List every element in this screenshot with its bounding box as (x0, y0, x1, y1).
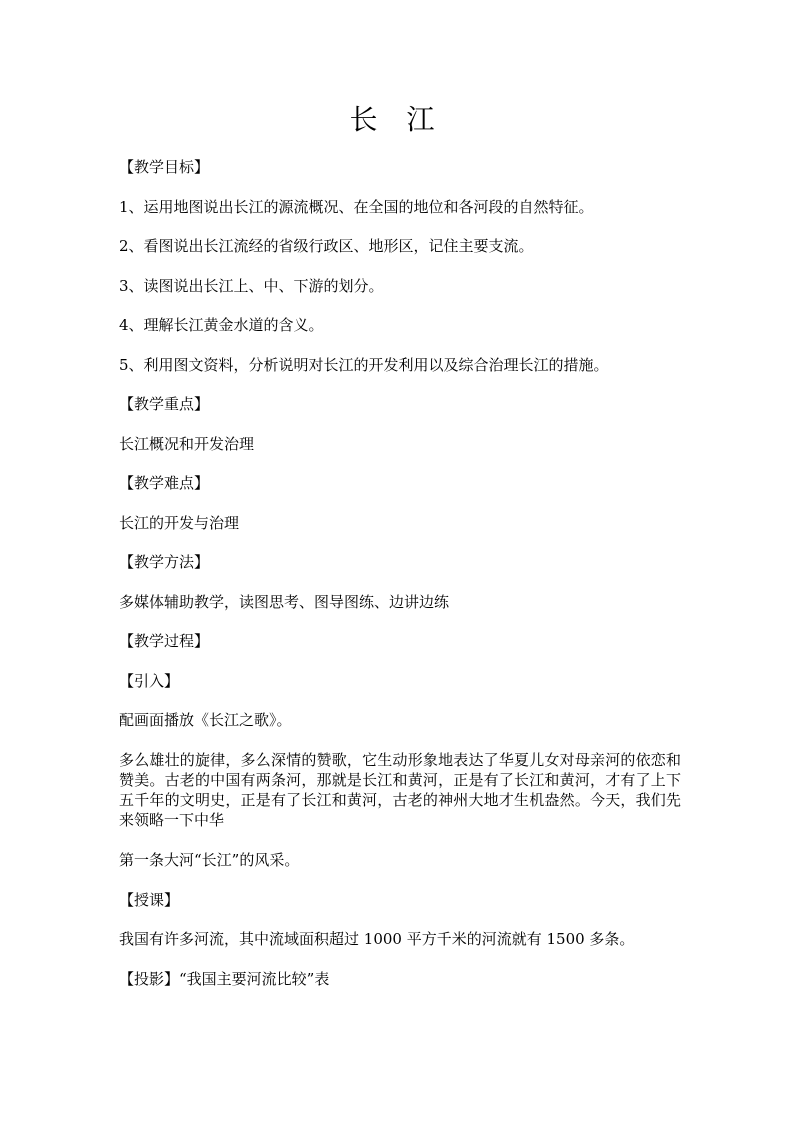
goals-heading: 【教学目标】 (119, 158, 210, 176)
intro-paragraph: 多么雄壮的旋律，多么深情的赞歌，它生动形象地表达了华夏儿女对母亲河的依恋和赞美。古老的中国有两条河，那就是长江和黄河，正是有了长江和黄河，才有了上下五千年的文明史，正是有了长江和黄河，古老的神州大地才生机盎然。今天，我们先来领略一下中华 (119, 751, 681, 829)
difficulty-heading: 【教学难点】 (119, 474, 210, 492)
key-points-text: 长江概况和开发治理 (119, 435, 255, 453)
process-heading: 【教学过程】 (119, 632, 210, 650)
goal-item-5: 5、利用图文资料，分析说明对长江的开发利用以及综合治理长江的措施。 (119, 356, 609, 374)
intro-song-line: 配画面播放《长江之歌》。 (119, 711, 292, 729)
method-text: 多媒体辅助教学，读图思考、图导图练、边讲边练 (119, 593, 450, 611)
lecture-heading: 【授课】 (119, 891, 180, 909)
goal-item-4: 4、理解长江黄金水道的含义。 (119, 316, 324, 334)
goal-item-1: 1、运用地图说出长江的源流概况、在全国的地位和各河段的自然特征。 (119, 198, 594, 216)
intro-tail-line: 第一条大河“长江”的风采。 (119, 851, 300, 869)
lecture-text: 我国有许多河流，其中流域面积超过 1000 平方千米的河流就有 1500 多条。 (119, 930, 635, 948)
intro-heading: 【引入】 (119, 672, 180, 690)
goal-item-3: 3、读图说出长江上、中、下游的划分。 (119, 277, 384, 295)
method-heading: 【教学方法】 (119, 553, 210, 571)
key-points-heading: 【教学重点】 (119, 395, 210, 413)
difficulty-text: 长江的开发与治理 (119, 514, 240, 532)
document-title: 长 江 (349, 103, 445, 136)
goal-item-2: 2、看图说出长江流经的省级行政区、地形区，记住主要支流。 (119, 237, 534, 255)
projection-line: 【投影】“我国主要河流比较”表 (119, 970, 330, 988)
